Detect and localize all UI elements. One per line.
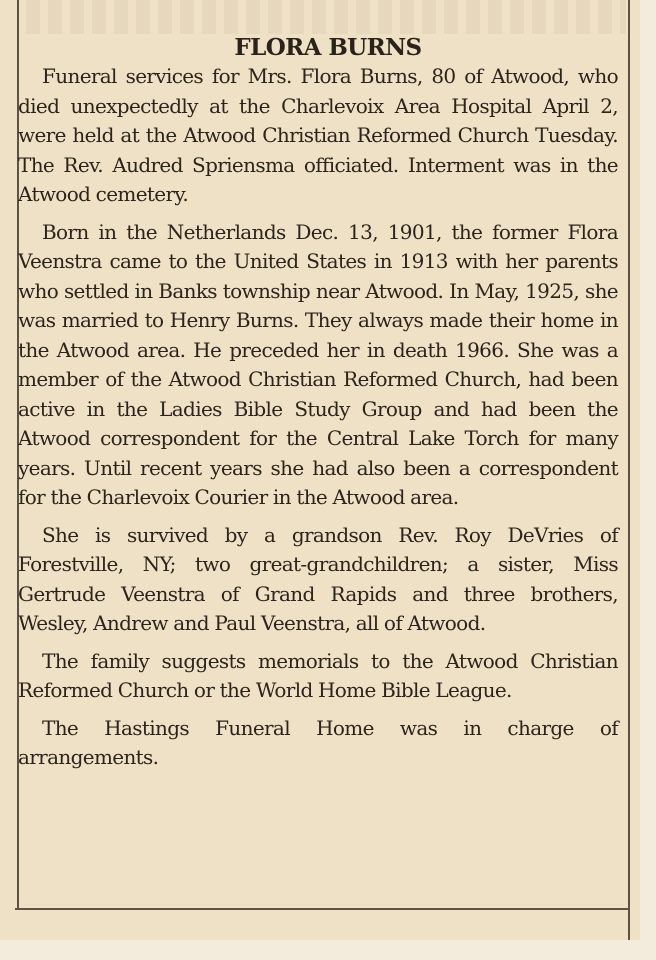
column-rule-right	[628, 0, 630, 940]
paragraph-arrangements: The Hastings Funeral Home was in charge of arrangements.	[18, 715, 618, 769]
paragraph-survivors: She is survived by a grandson Rev. Roy DeVries of Forestville, NY; two great-grandchildren; a sister, Miss Gertrude Veenstra of Grand Rapids and three brothers, Wesley, Andrew and Paul Veenstra, all of Atwood.	[18, 522, 618, 635]
obituary-body	[18, 62, 618, 773]
bleed-through-text	[26, 0, 626, 34]
paragraph-memorials: The family suggests memorials to the Atwood Christian Reformed Church or the World Home Bible League.	[18, 648, 618, 702]
column-rule-bottom	[15, 908, 630, 910]
obituary-headline: FLORA BURNS	[234, 34, 422, 61]
paragraph-funeral-services: Funeral services for Mrs. Flora Burns, 80 of Atwood, who died unexpectedly at the Charlevoix Area Hospital April 2, were held at the Atwood Christian Reformed Church Tuesday. The Rev. Audred Spriensma officiated. Interment was in the Atwood cemetery.	[18, 64, 618, 206]
paragraph-biography: Born in the Netherlands Dec. 13, 1901, the former Flora Veenstra came to the United States in 1913 with her parents who settled in Banks township near Atwood. In May, 1925, she was married to Henry Burns. They always made their home in the Atwood area. He preceded her in death 1966. She was a member of the Atwood Christian Reformed Church, had been active in the Ladies Bible Study Group and had been the Atwood correspondent for the Central Lake Torch for many years. Until recent years she had also been a correspondent for the Charlevoix Courier in the Atwood area.	[18, 219, 618, 509]
